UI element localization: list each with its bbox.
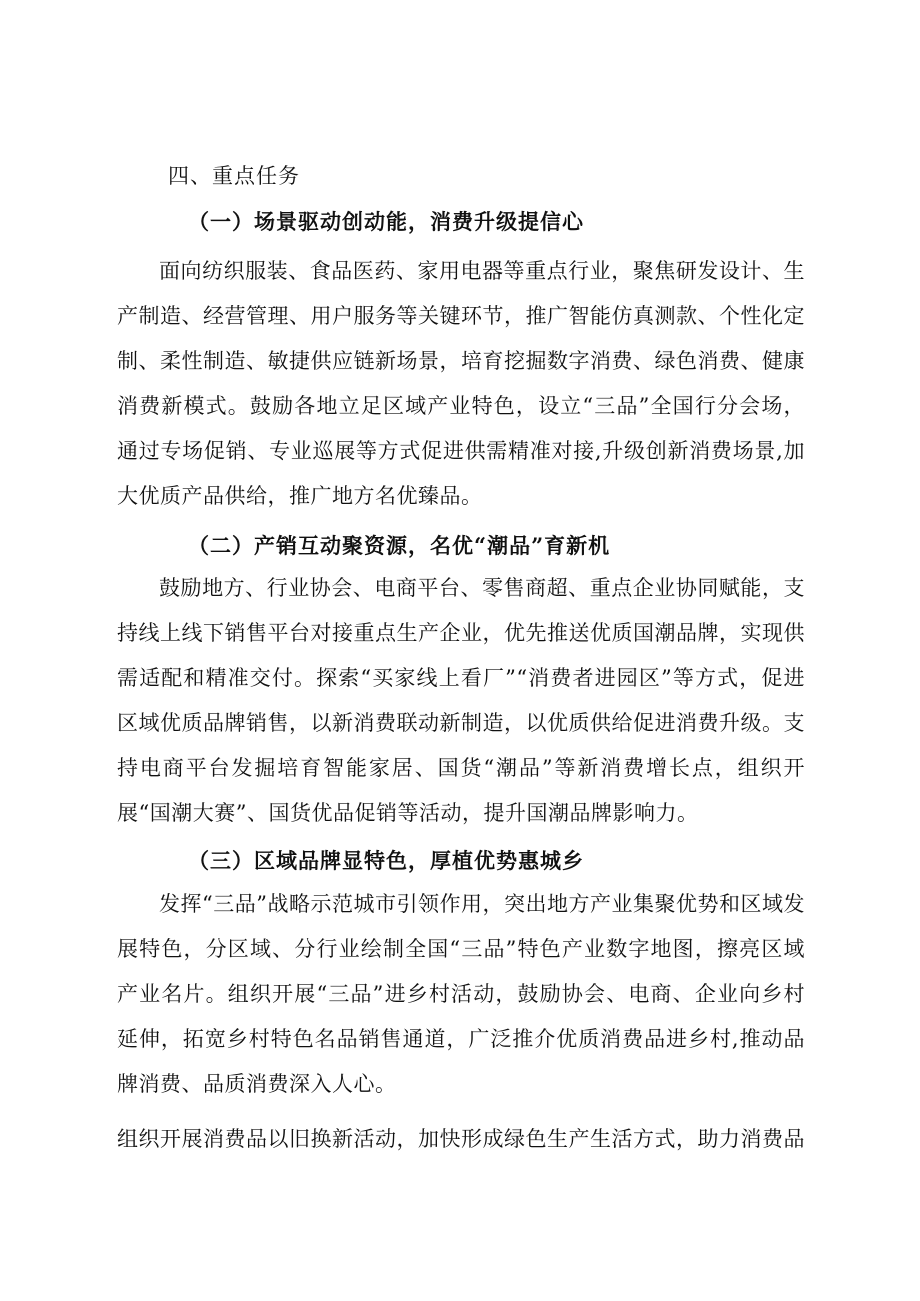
subsection-1-paragraph: 面向纺织服装、食品医药、家用电器等重点行业，聚焦研发设计、生产制造、经营管理、用户服务等关键环节，推广智能仿真测款、个性化定制、柔性制造、敏捷供应链新场景，培育挖掘数字消费、绿色消费、健康消费新模式。鼓励各地立足区域产业特色，设立“三品”全国行分会场，通过专场促销、专业巡展等方式促进供需精准对接,升级创新消费场景,加大优质产品供给，推广地方名优臻品。 <box>117 259 805 508</box>
subsection-2-heading: （二）产销互动聚资源，名优“潮品”育新机 <box>188 533 611 558</box>
subsection-2-paragraph: 鼓励地方、行业协会、电商平台、零售商超、重点企业协同赋能，支持线上线下销售平台对接重点生产企业，优先推送优质国潮品牌，实现供需适配和精准交付。探索“买家线上看厂”“消费者进园区”等方式，促进区域优质品牌销售，以新消费联动新制造，以优质供给促进消费升级。支持电商平台发掘培育智能家居、国货“潮品”等新消费增长点，组织开展“国潮大赛”、国货优品促销等活动，提升国潮品牌影响力。 <box>117 576 805 825</box>
subsection-1-heading: （一）场景驱动创动能，消费升级提信心 <box>188 209 584 234</box>
section-title: 四、重点任务 <box>168 164 300 188</box>
subsection-3-paragraph: 发挥“三品”战略示范城市引领作用，突出地方产业集聚优势和区域发展特色，分区域、分行业绘制全国“三品”特色产业数字地图，擦亮区域产业名片。组织开展“三品”进乡村活动，鼓励协会、电商、企业向乡村延伸，拓宽乡村特色名品销售通道，广泛推介优质消费品进乡村,推动品牌消费、品质消费深入人心。 <box>117 892 805 1096</box>
continuation-paragraph: 组织开展消费品以旧换新活动，加快形成绿色生产生活方式，助力消费品 <box>117 1127 805 1151</box>
subsection-3-heading: （三）区域品牌显特色，厚植优势惠城乡 <box>188 848 584 873</box>
